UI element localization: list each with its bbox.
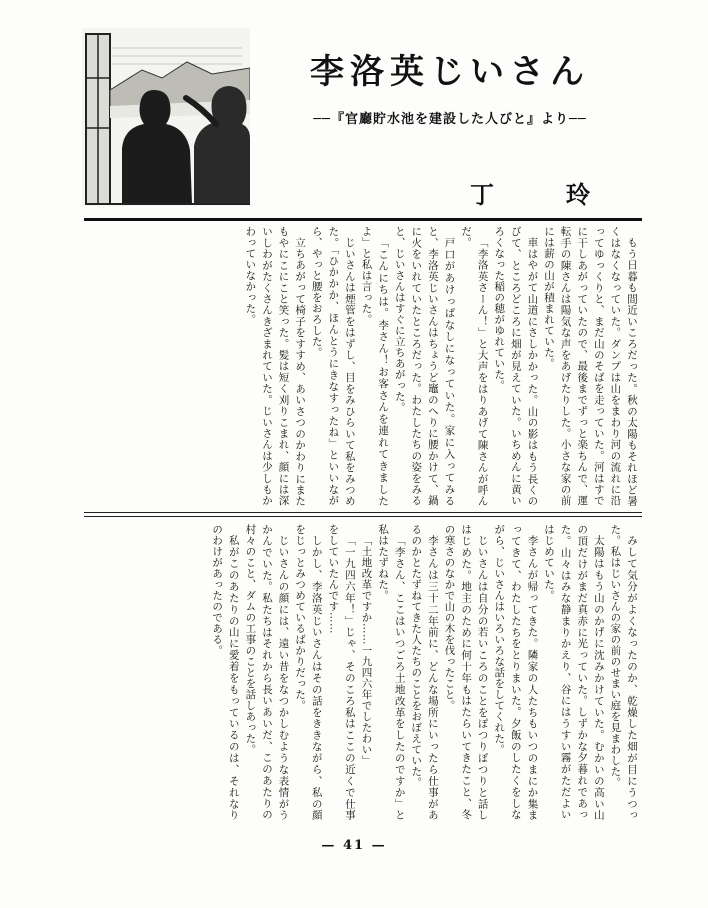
paragraph: 「李洛英さーん！」と大声をはりあげて陳さんが呼んだ。 [460, 226, 489, 506]
paragraph: 李さんは三十二年前に、どんな場所にいったら仕事があるのかとたずねてきた人たちのことをおぼえていた。 [410, 524, 439, 820]
body-text-lower [86, 524, 640, 820]
paragraph: 太陽はもう山のかげに沈みかけていた。むかいの高い山の頂だけがまだ真赤に光っていた。しずかな夕暮れであった。山々はみな静まりかえり、谷にはうすい霧がただよいはじめていた。 [543, 524, 605, 820]
article-title: 李洛英じいさん [310, 52, 590, 92]
paragraph: 戸口があけっぱなしになっていた。家に入ってみると、李洛英じいさんはちょうど竈のへりに腰かけて、鍋に火をいれていたところだった。わたしたちの姿をみると、じいさんはすぐに立ちあがった。 [393, 226, 456, 506]
paragraph: 車はやがて山道にさしかかった。山の影はもう長くのびて、ところどころに畑が見えていた。いちめんに黄いろくなった稲の穂がゆれていた。 [493, 226, 539, 506]
paragraph: じいさんの顔には、遠い昔をなつかしむような表情がうかんでいた。私たちはそれから長いあいだ、このあたりの村々のこと、ダムの工事のことを話しあった。 [244, 524, 290, 820]
paragraph: 李さんが帰ってきた。隣家の人たちもいつのまにか集まってきて、わたしたちをとりまいた。夕飯のしたくをしながら、じいさんはいろいろな話をしてくれた。 [493, 524, 539, 820]
paragraph: しかし、李洛英じいさんはその話をききながら、私の顔をじっとみつめているばかりだった。 [294, 524, 323, 820]
paragraph: 立ちあがって椅子をすすめ、あいさつのかわりにまたもやにこにこと笑った。髪は短く刈りこまれ、顔には深いしわがたくさんきざまれていた。じいさんは少しもかわっていなかった。 [244, 226, 307, 506]
paragraph: 「土地改革ですか……一九四六年でしたわい」 [360, 534, 373, 766]
paragraph: みして気分がよくなったのか、乾燥した畑が目にうつった。私はじいさんの家の前のせまい庭を見まわした。 [609, 524, 638, 820]
paragraph: もう日暮も間近いころだった。秋の太陽もそれほど暑くはなくなっていた。ダンプは山をまわり河の流れに沿ってゆっくりと、まだ山のそばを走っていた。河はすでに干しあがっていたので、最後までずっと楽ちんで、運転手の陳さんは陽気な声をあげたりした。小さな家の前には薪の山が積まれていた。 [543, 226, 638, 506]
paragraph: 「李さん、ここはいつごろ土地改革をしたのですか」と私はたずねた。 [377, 524, 406, 820]
header-rule [84, 218, 642, 221]
paragraph: 私がこのあたりの山に愛着をもっているのは、それなりのわけがあったのである。 [211, 524, 240, 820]
tier-divider [84, 512, 642, 513]
illustration-drawing [82, 28, 250, 206]
article-illustration [82, 28, 250, 206]
paragraph: 「一九四六年！」じゃ、そのころ私はここの近くで仕事をしていたんです…… [327, 524, 356, 820]
paragraph: じいさんは自分の若いころのことをぽつりぽつりと話しはじめた。地主のために何十年もはたらいてきたこと、冬の寒さのなかで山の木を伐ったこと。 [443, 524, 489, 820]
page-number: — 41 — [321, 838, 387, 853]
article-author: 丁 玲 [470, 180, 614, 209]
tier-divider [84, 516, 642, 517]
paragraph: じいさんは煙管をはずし、目をみひらいて私をみつめた。「ひかかか、ほんとうにきなすったね」といいながら、やっと腰をおろした。 [310, 226, 356, 506]
body-text-upper [86, 226, 640, 506]
paragraph: 「こんにちは。李さん！お客さんを連れてきましたよ」と私は言った。 [360, 226, 390, 506]
article-subtitle: ──『官廳貯水池を建設した人びと』より── [313, 112, 587, 127]
